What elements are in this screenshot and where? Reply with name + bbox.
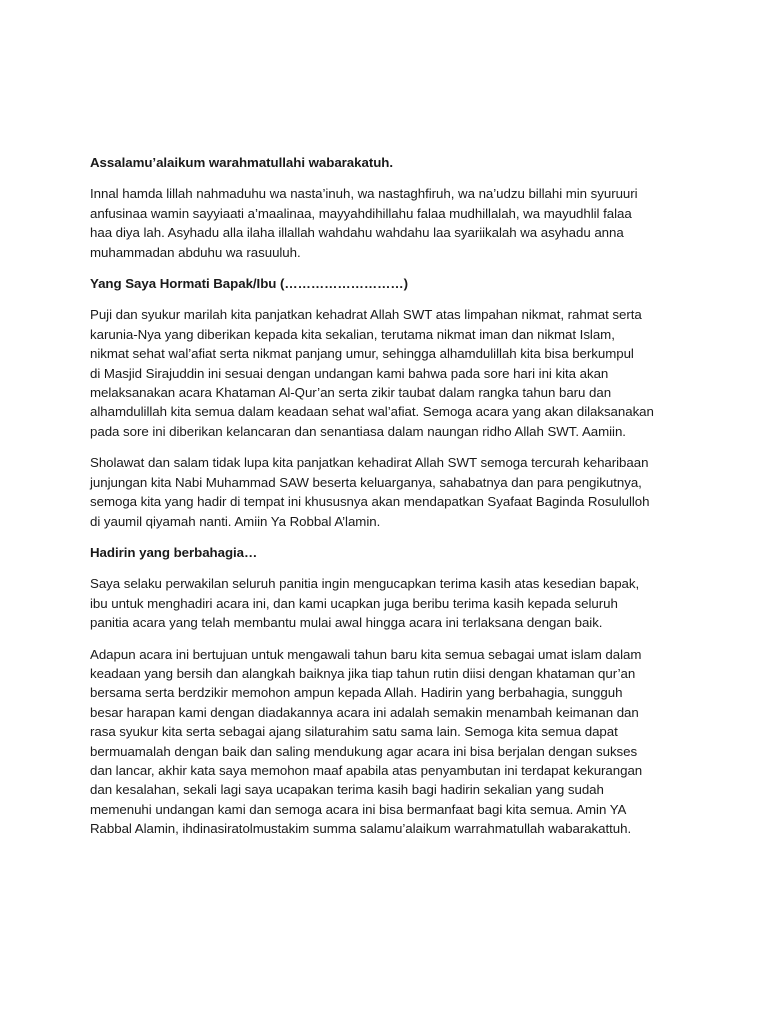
opening-paragraph: Innal hamda lillah nahmaduhu wa nasta’inuh, wa nastaghfiruh, wa na’udzu billahi min syuruuri anfusinaa wamin sayyiaati a’maalinaa, mayyahdihillahu falaa mudhillalah, wa mayudhlil falaa haa diya lah. Asyhadu alla ilaha illallah wahdahu wahdahu laa syariikalah wa asyhadu anna muhammadan abduhu wa rasuuluh. [90,186,638,260]
hadirin-heading: Hadirin yang berbahagia… [90,544,258,560]
paragraph-praise: Puji dan syukur marilah kita panjatkan kehadrat Allah SWT atas limpahan nikmat, rahmat serta karunia-Nya yang diberikan kepada kita sekalian, terutama nikmat iman dan nikmat Islam, nikmat sehat wal’afiat serta nikmat panjang umur, sehingga alhamdulillah kita bisa berkumpul di Masjid Sirajuddin ini sesuai dengan undangan kami bahwa pada sore hari ini kita akan melaksanakan acara Khataman Al-Qur’an serta zikir taubat dalam rangka tahun baru dan alhamdulillah kita semua dalam keadaan sehat wal’afiat. Semoga acara yang akan dilaksanakan pada sore ini diberikan kelancaran dan senantiasa dalam naungan ridho Allah SWT. Aamiin. [90,307,654,439]
salutation-heading: Yang Saya Hormati Bapak/Ibu (………………………) [90,276,408,292]
paragraph-sholawat: Sholawat dan salam tidak lupa kita panjatkan kehadirat Allah SWT semoga tercurah keharibaan junjungan kita Nabi Muhammad SAW beserta keluarganya, sahabatnya dan para pengikutnya, semoga kita yang hadir di tempat ini khususnya akan mendapatkan Syafaat Baginda Rosululloh di yaumil qiyamah nanti. Amiin Ya Robbal A’lamin. [90,455,650,529]
greeting: Assalamu’alaikum warahmatullahi wabarakatuh. [90,155,394,170]
paragraph-thanks: Saya selaku perwakilan seluruh panitia ingin mengucapkan terima kasih atas kesedian bapak, ibu untuk menghadiri acara ini, dan kami ucapkan juga beribu terima kasih kepada seluruh panitia acara yang telah membantu mulai awal hingga acara ini terlaksana dengan baik. [90,576,640,631]
paragraph-purpose: Adapun acara ini bertujuan untuk mengawali tahun baru kita semua sebagai umat islam dalam keadaan yang bersih dan alangkah baiknya jika tiap tahun rutin diisi dengan khataman qur’an bersama serta berdzikir memohon ampun kepada Allah. Hadirin yang berbahagia, sungguh besar harapan kami dengan diadakannya acara ini adalah semakin menambah keimanan dan rasa syukur kita serta sebagai ajang silaturahim satu sama lain. Semoga kita semua dapat bermuamalah dengan baik dan saling mendukung agar acara ini bisa berjalan dengan sukses dan lancar, akhir kata saya memohon maaf apabila atas penyambutan ini terdapat kekurangan dan kesalahan, sekali lagi saya ucapakan terima kasih bagi hadirin sekalian yang sudah memenuhi undangan kami dan semoga acara ini bisa bermanfaat bagi kita semua. Amin YA Rabbal Alamin, ihdinasiratolmustakim summa salamu’alaikum warrahmatullah wabarakattuh. [90,646,643,837]
